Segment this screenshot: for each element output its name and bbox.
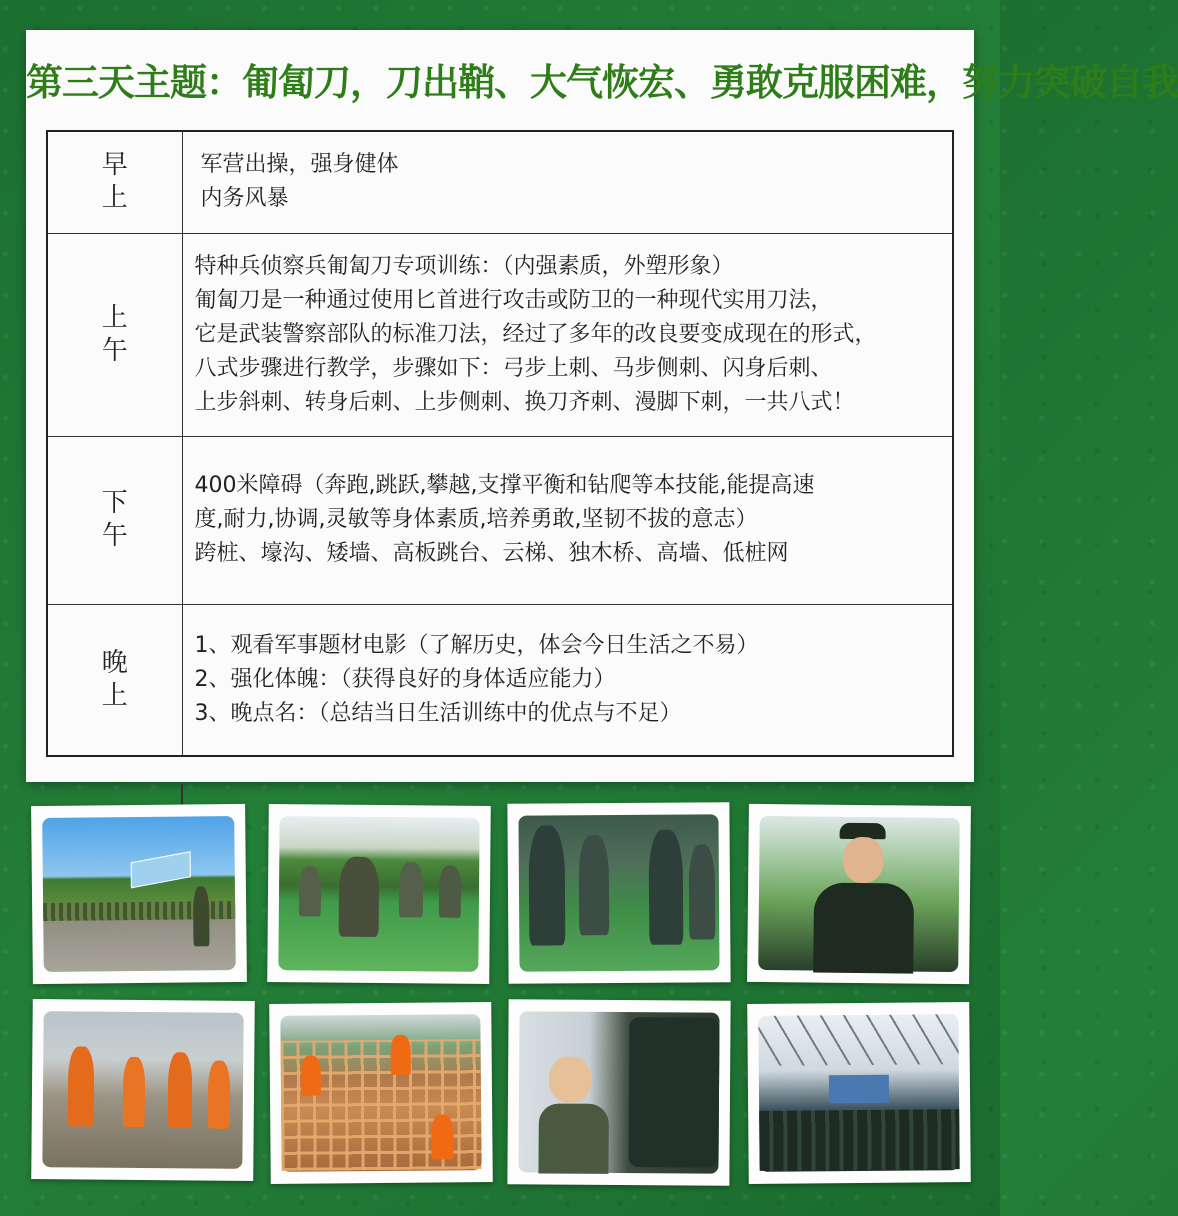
- photo-image: [518, 814, 719, 971]
- schedule-row-morning: [47, 131, 953, 233]
- soldier-figure: [649, 830, 684, 945]
- soldier-figure: [439, 866, 461, 918]
- cadet-figure: [301, 1056, 321, 1096]
- period-char: 晚: [101, 647, 128, 678]
- activity-line: 3、晚点名：（总结当日生活训练中的优点与不足）: [194, 700, 682, 726]
- activity-line: 它是武装警察部队的标准刀法，经过了多年的改良要变成现在的形式，: [194, 321, 877, 347]
- photo-image: [42, 1011, 243, 1169]
- audience: [759, 1109, 960, 1171]
- face: [549, 1057, 591, 1103]
- uniform: [538, 1103, 608, 1173]
- hanging-clothes: [628, 1017, 719, 1168]
- flag-icon: [131, 851, 191, 888]
- soldier-figure: [529, 825, 566, 945]
- photo-image: [518, 1011, 719, 1173]
- activity-line: 度,耐力,协调,灵敏等身体素质,培养勇敢,坚韧不拔的意志）: [194, 507, 758, 532]
- period-char: 上: [101, 680, 128, 711]
- photo-image: [758, 1014, 959, 1172]
- period-char: 下: [101, 488, 128, 518]
- period-char: 上: [101, 302, 128, 333]
- cadet-figure: [168, 1052, 193, 1127]
- cadet-figure: [431, 1114, 453, 1159]
- photo-image: [42, 816, 236, 972]
- activity-line: 军营出操，强身健体: [200, 152, 399, 178]
- activity-line: 匍匐刀是一种通过使用匕首进行攻击或防卫的一种现代实用刀法，: [194, 287, 833, 313]
- activity-cell: [182, 131, 953, 233]
- page-title: 第三天主题：匍匐刀，刀出鞘、大气恢宏、勇敢克服困难，努力突破自我: [26, 61, 1178, 104]
- schedule-table: [46, 130, 954, 757]
- activity-line: 400米障碍（奔跑,跳跃,攀越,支撑平衡和钻爬等本技能,能提高速: [194, 473, 815, 498]
- period-cell: [47, 436, 182, 604]
- screen: [829, 1075, 889, 1104]
- photo-image: [280, 1014, 481, 1172]
- knife-training-photo: [267, 804, 491, 984]
- soldier-figure: [299, 866, 321, 916]
- activity-cell: [182, 233, 953, 436]
- photo-image: [278, 816, 479, 972]
- soldier-figure: [689, 844, 716, 939]
- hall-assembly-photo: [747, 1002, 971, 1184]
- obstacle-run-photo: [31, 999, 255, 1181]
- formation-drill-photo: [507, 802, 730, 984]
- flag-parade-photo: [31, 804, 247, 984]
- face: [843, 837, 883, 883]
- activity-line: 2、强化体魄：（获得良好的身体适应能力）: [194, 666, 616, 692]
- cadet-portrait-photo: [747, 804, 971, 984]
- period-char: 早: [101, 150, 128, 181]
- uniform: [813, 883, 914, 974]
- schedule-row-evening: [47, 604, 953, 756]
- activity-cell: [182, 604, 953, 756]
- schedule-row-forenoon: [47, 233, 953, 436]
- soldier-figure: [399, 862, 423, 917]
- dormitory-clothes-photo: [507, 999, 730, 1186]
- cadet-figure: [208, 1061, 231, 1129]
- activity-line: 1、观看军事题材电影（了解历史，体会今日生活之不易）: [194, 632, 759, 658]
- activity-line: 上步斜刺、转身后刺、上步侧刺、换刀齐刺、漫脚下刺，一共八式！: [194, 389, 855, 415]
- activity-line: 八式步骤进行教学，步骤如下：弓步上刺、马步侧刺、闪身后刺、: [194, 355, 833, 381]
- schedule-sheet: [26, 30, 1178, 782]
- schedule-row-afternoon: [47, 436, 953, 604]
- activity-cell: [182, 436, 953, 604]
- roof-truss: [758, 1014, 958, 1066]
- cadet-figure: [68, 1046, 95, 1126]
- photo-image: [758, 816, 960, 972]
- activity-line: 跨桩、壕沟、矮墙、高板跳台、云梯、独木桥、高墙、低桩网: [194, 541, 789, 566]
- soldier-figure: [579, 835, 610, 935]
- period-char: 午: [101, 335, 128, 366]
- activity-line: 内务风暴: [200, 186, 289, 212]
- cadet-figure: [123, 1057, 146, 1127]
- climbing-net-photo: [269, 1002, 493, 1184]
- cadet-figure: [390, 1035, 410, 1075]
- soldier-figure: [339, 857, 380, 937]
- period-cell: [47, 604, 182, 756]
- period-char: 上: [101, 183, 128, 214]
- period-cell: [47, 233, 182, 436]
- soldier-figure: [193, 886, 210, 946]
- period-cell: [47, 131, 182, 233]
- period-char: 午: [101, 521, 128, 551]
- activity-line: 特种兵侦察兵匍匐刀专项训练：（内强素质，外塑形象）: [194, 253, 734, 279]
